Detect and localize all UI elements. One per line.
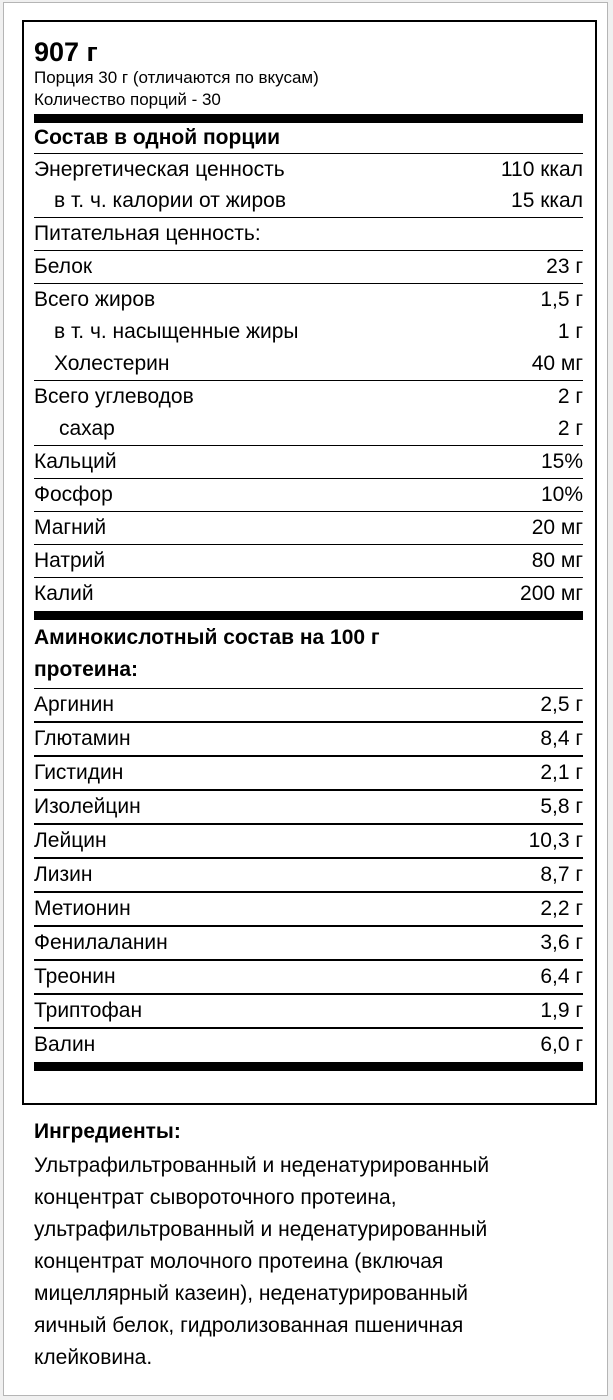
- table-row: [34, 512, 583, 545]
- table-row: [34, 1029, 583, 1061]
- row-value: 6,0 г: [540, 1033, 583, 1056]
- row-value: 1 г: [557, 320, 583, 343]
- table-row: [34, 348, 583, 381]
- table-row: [34, 578, 583, 610]
- row-value: 15%: [540, 450, 583, 473]
- table-row: [34, 284, 583, 316]
- table-row: [34, 859, 583, 893]
- fat-calories-label: в т. ч. калории от жиров: [54, 189, 286, 212]
- servings-count: Количество порций - 30: [34, 90, 221, 109]
- row-value: 80 мг: [531, 549, 583, 572]
- row-value: 1,9 г: [540, 999, 583, 1022]
- ingredients-text: [34, 1150, 599, 1374]
- nutrition-title-label: Питательная ценность:: [34, 222, 261, 245]
- ingredients-line: мицеллярный казеин), неденатурированный: [34, 1282, 468, 1305]
- nutrition-label: [22, 20, 597, 1105]
- row-value: 6,4 г: [540, 965, 583, 988]
- amino-title: [34, 620, 583, 689]
- row-value: 23 г: [546, 255, 583, 278]
- ingredients-line: клейковина.: [34, 1346, 153, 1369]
- row-label: Валин: [34, 1033, 96, 1056]
- row-label: Кальций: [34, 450, 117, 473]
- fat-calories-value: 15 ккал: [511, 189, 583, 212]
- row-label: Аргинин: [34, 693, 115, 716]
- portion-size: Порция 30 г (отличаются по вкусам): [34, 68, 319, 87]
- table-row: [34, 927, 583, 961]
- energy-value: 110 ккал: [500, 158, 583, 181]
- table-row: [34, 893, 583, 927]
- table-row: [34, 995, 583, 1029]
- row-label: Фенилаланин: [34, 931, 168, 954]
- table-row: [34, 757, 583, 791]
- ingredients-line: концентрат молочного протеина (включая: [34, 1250, 444, 1273]
- row-label: Треонин: [34, 965, 116, 988]
- row-label: Триптофан: [34, 999, 143, 1022]
- row-value: 3,6 г: [540, 931, 583, 954]
- row-value: 2 г: [557, 417, 583, 440]
- table-row: [34, 689, 583, 723]
- row-value: 8,7 г: [540, 863, 583, 886]
- divider-thick: [34, 1062, 583, 1071]
- row-value: 40 мг: [531, 352, 583, 375]
- energy-label: Энергетическая ценность: [34, 158, 285, 181]
- row-label: Лизин: [34, 863, 93, 886]
- row-label: Фосфор: [34, 483, 113, 506]
- amino-title-line2: протеина:: [34, 658, 139, 681]
- row-label: Глютамин: [34, 727, 131, 750]
- table-row: [34, 545, 583, 578]
- row-value: 8,4 г: [540, 727, 583, 750]
- row-label: Калий: [34, 582, 94, 605]
- ingredients-title: Ингредиенты:: [34, 1120, 181, 1143]
- ingredients-line: Ультрафильтрованный и неденатурированный: [34, 1154, 490, 1177]
- energy-row: [34, 154, 583, 185]
- ingredients-section: [34, 1116, 599, 1374]
- table-row: [34, 316, 583, 348]
- table-row: [34, 479, 583, 512]
- table-row: [34, 381, 583, 413]
- row-value: 2,2 г: [540, 897, 583, 920]
- table-row: [34, 961, 583, 995]
- row-value: 20 мг: [531, 516, 583, 539]
- row-value: 10,3 г: [528, 829, 583, 852]
- table-row: [34, 446, 583, 479]
- row-value: 2 г: [557, 385, 583, 408]
- row-value: 2,1 г: [540, 761, 583, 784]
- ingredients-line: концентрат сывороточного протеина,: [34, 1186, 397, 1209]
- ingredients-line: ультрафильтрованный и неденатурированный: [34, 1218, 488, 1241]
- page-frame: [3, 2, 608, 1396]
- ingredients-line: яичный белок, гидролизованная пшеничная: [34, 1314, 464, 1337]
- row-value: 2,5 г: [540, 693, 583, 716]
- row-label: Всего жиров: [34, 288, 156, 311]
- row-label: Гистидин: [34, 761, 124, 784]
- divider-thick: [34, 611, 583, 620]
- row-label: Изолейцин: [34, 795, 141, 818]
- table-row: [34, 251, 583, 284]
- divider-thick: [34, 114, 583, 123]
- per-serving-title: Состав в одной порции: [34, 123, 583, 154]
- table-row: [34, 413, 583, 446]
- row-label: Холестерин: [54, 352, 170, 375]
- table-row: [34, 723, 583, 757]
- row-label: Всего углеводов: [34, 385, 194, 408]
- row-label: сахар: [59, 417, 115, 440]
- row-label: Белок: [34, 255, 93, 278]
- fat-calories-row: [34, 185, 583, 218]
- row-value: 1,5 г: [540, 288, 583, 311]
- row-label: Натрий: [34, 549, 106, 572]
- amino-title-line1: Аминокислотный состав на 100 г: [34, 626, 380, 649]
- table-row: [34, 825, 583, 859]
- table-row: [34, 791, 583, 825]
- row-label: Метионин: [34, 897, 131, 920]
- row-label: Лейцин: [34, 829, 107, 852]
- row-value: 200 мг: [520, 582, 583, 605]
- row-value: 5,8 г: [540, 795, 583, 818]
- row-label: Магний: [34, 516, 107, 539]
- row-label: в т. ч. насыщенные жиры: [54, 320, 299, 343]
- nutrition-title: [34, 218, 583, 251]
- package-weight: 907 г: [34, 37, 98, 67]
- row-value: 10%: [540, 483, 583, 506]
